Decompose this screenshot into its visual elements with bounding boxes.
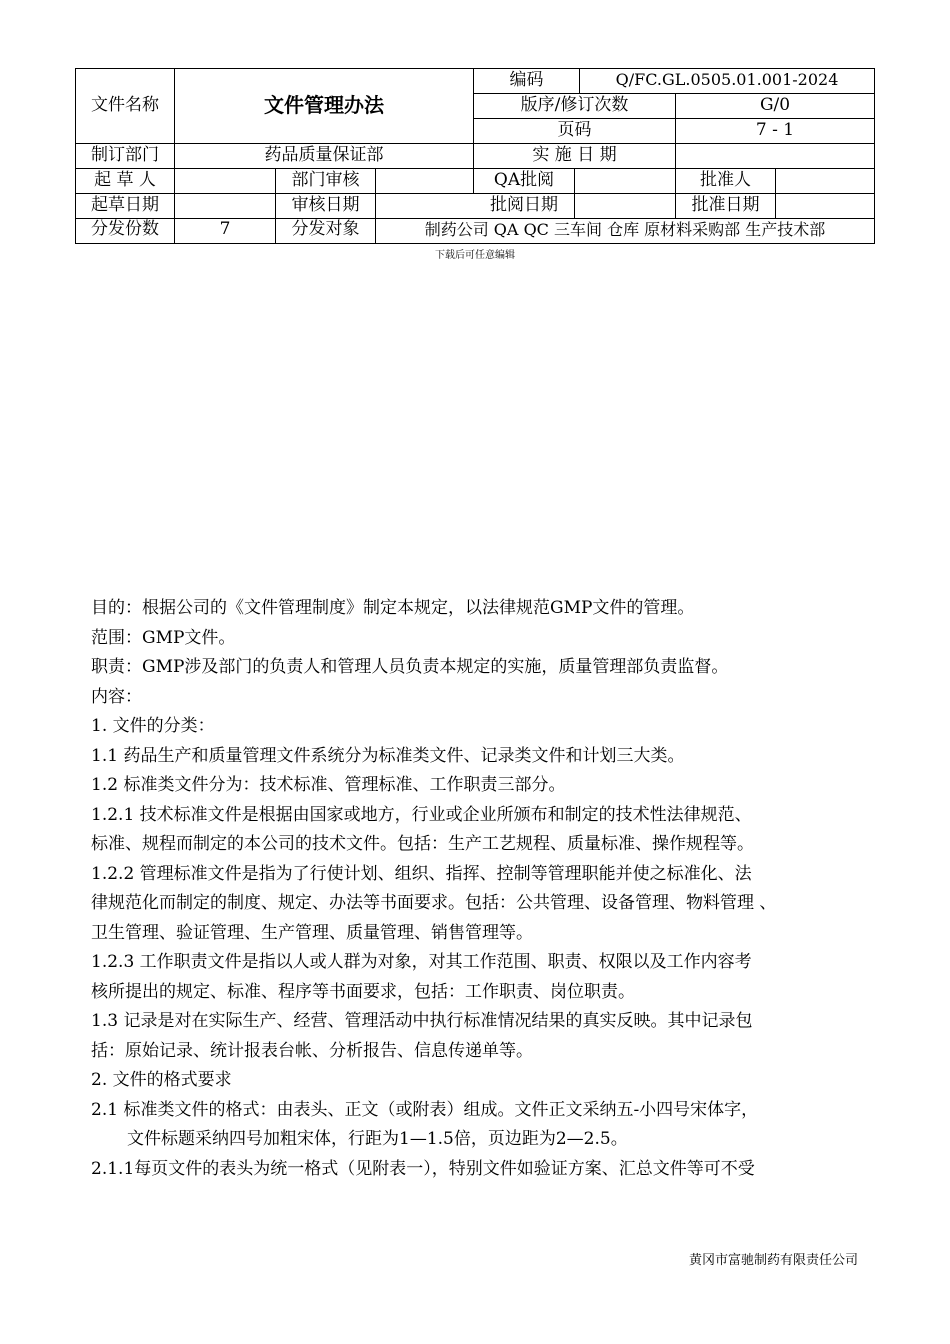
body-line: 2.1.1每页文件的表头为统一格式（见附表一），特别文件如验证方案、汇总文件等可不受	[91, 1158, 755, 1179]
body-line: 1.2.2 管理标准文件是指为了行使计划、组织、指挥、控制等管理职能并使之标准化、法	[91, 863, 752, 884]
page-value: 7 - 1	[755, 120, 795, 140]
document-body	[91, 594, 871, 1184]
distribution-label: 分发对象	[291, 219, 360, 239]
company-footer: 黄冈市富驰制药有限责任公司	[688, 1253, 858, 1268]
body-line: 内容：	[91, 686, 142, 707]
copies-label: 分发份数	[91, 219, 159, 239]
body-line: 1.2 标准类文件分为：技术标准、管理标准、工作职责三部分。	[91, 775, 566, 795]
dept-value: 药品质量保证部	[264, 145, 384, 165]
body-line: 范围：GMP文件。	[91, 627, 236, 648]
body-line: 文件标题采纳四号加粗宋体，行距为1—1.5倍，页边距为2—2.5。	[127, 1129, 628, 1149]
body-line: 1.2.1 技术标准文件是根据由国家或地方，行业或企业所颁布和制定的技术性法律规范、	[91, 804, 752, 825]
dept-label: 制订部门	[91, 145, 159, 165]
body-line: 括：原始记录、统计报表台帐、分析报告、信息传递单等。	[91, 1040, 533, 1061]
body-line: 2.1 标准类文件的格式：由表头、正文（或附表）组成。文件正文采纳五-小四号宋体字，	[91, 1099, 759, 1120]
body-line: 1.3 记录是对在实际生产、经营、管理活动中执行标准情况结果的真实反映。其中记录包	[91, 1011, 753, 1031]
doc-name-label: 文件名称	[91, 95, 159, 115]
body-line: 1.2.3 工作职责文件是指以人或人群为对象，对其工作范围、职责、权限以及工作内容考	[91, 952, 752, 972]
approver-label: 批准人	[700, 170, 751, 190]
version-value: G/0	[759, 95, 791, 115]
edit-note: 下载后可任意编辑	[435, 250, 515, 261]
body-line: 标准、规程而制定的本公司的技术文件。包括：生产工艺规程、质量标准、操作规程等。	[91, 834, 754, 854]
code-label: 编码	[509, 70, 544, 90]
doc-title: 文件管理办法	[264, 93, 384, 117]
review-date-label: 审核日期	[291, 195, 360, 215]
qa-review-label: QA批阅	[493, 170, 555, 190]
body-line: 1. 文件的分类：	[91, 716, 215, 736]
body-line: 卫生管理、验证管理、生产管理、质量管理、销售管理等。	[91, 922, 533, 943]
body-line: 职责：GMP涉及部门的负责人和管理人员负责本规定的实施，质量管理部负责监督。	[91, 657, 729, 677]
page-label: 页码	[557, 120, 592, 140]
drafter-label: 起 草 人	[94, 170, 156, 190]
code-value: Q/FC.GL.0505.01.001-2024	[615, 70, 839, 89]
body-line: 目的：根据公司的《文件管理制度》制定本规定，以法律规范GMP文件的管理。	[91, 598, 695, 618]
body-line: 1.1 药品生产和质量管理文件系统分为标准类文件、记录类文件和计划三大类。	[91, 745, 685, 766]
version-label: 版序/修订次数	[520, 95, 629, 115]
body-line: 核所提出的规定、标准、程序等书面要求，包括：工作职责、岗位职责。	[91, 981, 635, 1002]
body-line: 2. 文件的格式要求	[91, 1070, 232, 1090]
effective-date-label: 实 施 日 期	[532, 145, 617, 165]
document-header-table	[0, 0, 950, 260]
dept-review-label: 部门审核	[291, 170, 360, 190]
draft-date-label: 起草日期	[91, 195, 159, 215]
copies-value: 7	[219, 219, 231, 239]
qa-date-label: 批阅日期	[490, 195, 558, 215]
body-line: 律规范化而制定的制度、规定、办法等书面要求。包括：公共管理、设备管理、物料管理 、	[91, 893, 777, 913]
distribution-value: 制药公司 QA QC 三车间 仓库 原材料采购部 生产技术部	[424, 220, 826, 239]
approve-date-label: 批准日期	[691, 195, 760, 215]
